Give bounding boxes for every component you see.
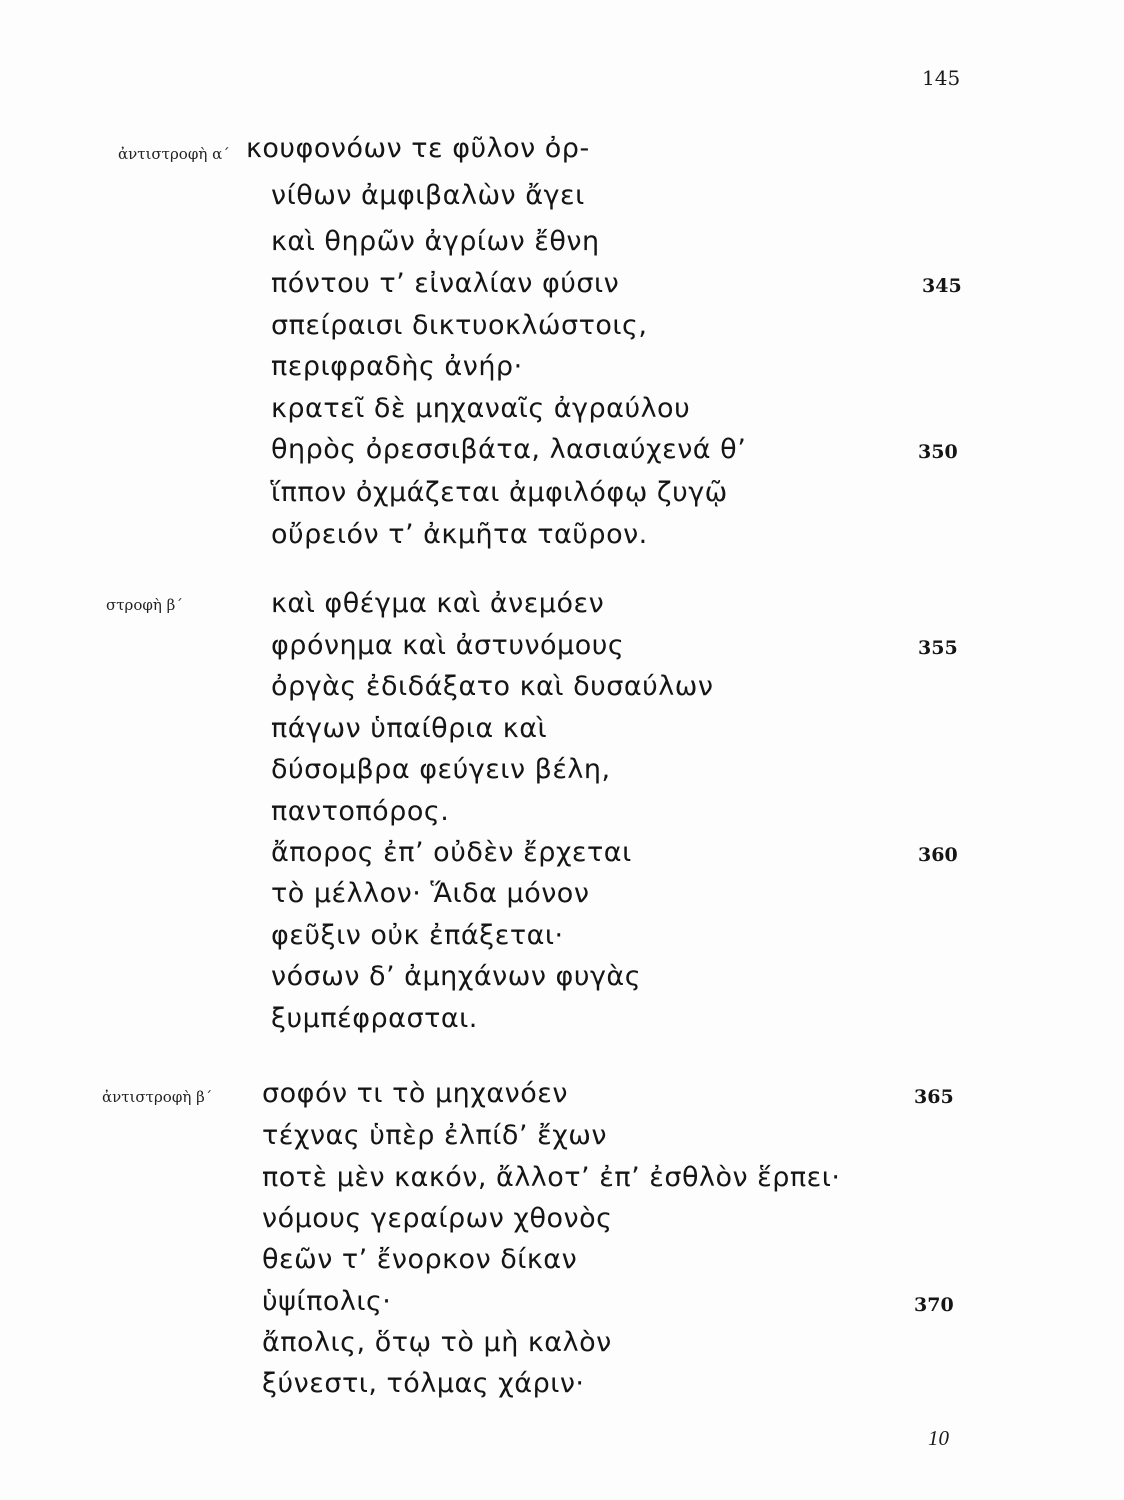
verse-line: καὶ θηρῶν ἀγρίων ἔθνη (271, 226, 600, 257)
verse-line: δύσομβρα φεύγειν βέλη, (271, 754, 611, 785)
verse-line: νόσων δ’ ἀμηχάνων φυγὰς (271, 961, 642, 992)
verse-line: ἄπορος ἐπ’ οὐδὲν ἔρχεται (271, 837, 632, 868)
line-number: 355 (918, 637, 958, 659)
verse-line: θεῶν τ’ ἔνορκον δίκαν (262, 1244, 578, 1275)
verse-line: ἄπολις, ὅτῳ τὸ μὴ καλὸν (262, 1327, 612, 1358)
verse-line: ὑψίπολις· (262, 1286, 392, 1317)
verse-line: σοφόν τι τὸ μηχανόεν (262, 1078, 568, 1109)
verse-line: θηρὸς ὀρεσσιβάτα, λασιαύχενά θ’ (271, 434, 747, 465)
verse-line: φεῦξιν οὐκ ἐπάξεται· (271, 920, 564, 951)
page-number: 145 (922, 66, 961, 90)
verse-line: ἵππον ὀχμάζεται ἀμφιλόφῳ ζυγῷ (271, 477, 728, 508)
verse-line: περιφραδὴς ἀνήρ· (271, 351, 523, 382)
verse-line: τέχνας ὑπὲρ ἐλπίδ’ ἔχων (262, 1120, 607, 1151)
verse-line: οὔρειόν τ’ ἀκμῆτα ταῦρον. (271, 519, 648, 550)
verse-line: καὶ φθέγμα καὶ ἀνεμόεν (271, 588, 605, 619)
verse-line: κουφονόων τε φῦλον ὀρ- (246, 133, 590, 164)
line-number: 360 (918, 844, 958, 866)
signature-mark: 10 (928, 1426, 949, 1450)
line-number: 345 (922, 275, 962, 297)
verse-line: τὸ μέλλον· Ἅιδα μόνον (271, 878, 590, 909)
verse-line: νόμους γεραίρων χθονὸς (262, 1203, 613, 1234)
verse-line: νίθων ἀμφιβαλὼν ἄγει (271, 180, 585, 211)
verse-line: ξύνεστι, τόλμας χάριν· (262, 1368, 585, 1399)
line-number: 370 (914, 1294, 954, 1316)
line-number: 365 (914, 1086, 954, 1108)
verse-line: ὀργὰς ἐδιδάξατο καὶ δυσαύλων (271, 671, 714, 702)
stanza-label: ἀντιστροφὴ α΄ (118, 145, 230, 163)
verse-line: παντοπόρος. (271, 796, 450, 827)
verse-line: ξυμπέφρασται. (271, 1003, 478, 1034)
verse-line: πόντου τ’ εἰναλίαν φύσιν (271, 268, 620, 299)
verse-line: πάγων ὑπαίθρια καὶ (271, 713, 548, 744)
stanza-label: στροφὴ β΄ (106, 596, 183, 614)
stanza-label: ἀντιστροφὴ β΄ (102, 1088, 213, 1106)
line-number: 350 (918, 441, 958, 463)
verse-line: κρατεῖ δὲ μηχαναῖς ἀγραύλου (271, 393, 691, 424)
verse-line: σπείραισι δικτυοκλώστοις, (271, 310, 648, 341)
verse-line: φρόνημα καὶ ἀστυνόμους (271, 630, 625, 661)
verse-line: ποτὲ μὲν κακόν, ἄλλοτ’ ἐπ’ ἐσθλὸν ἕρπει· (262, 1162, 841, 1193)
